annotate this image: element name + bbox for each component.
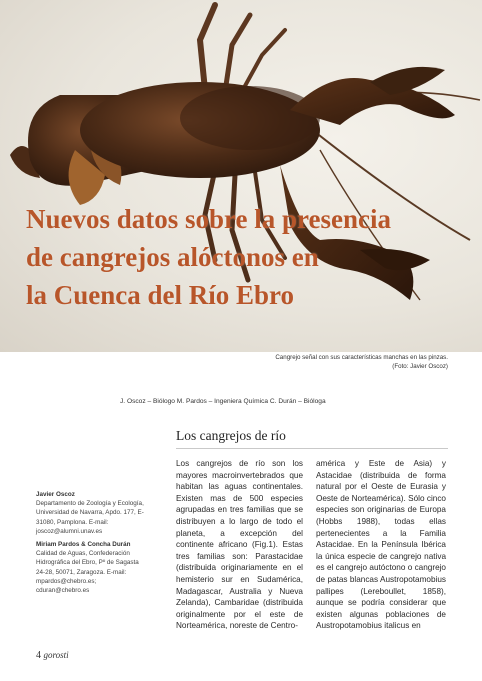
caption-credit: (Foto: Javier Oscoz) (392, 363, 448, 370)
page-footer (36, 650, 69, 661)
affiliation-name: Javier Oscoz (36, 491, 75, 498)
page-number: 4 (36, 650, 41, 661)
article-title (26, 200, 466, 314)
affiliation-details: Departamento de Zoología y Ecología, Universidad de Navarra, Apdo. 177, E-31080, Pamplona. E-mail: joscoz@alumni.unav.es (36, 500, 144, 535)
body-column-1: Los cangrejos de río son los mayores macroinvertebrados que habitan las aguas continentales. Existen mas de 500 especies agrupadas en tres familias que se distribuyen a lo largo de todo el planeta, a excepción del continente africano (Fig.1). Estas tres familias son: Parastacidae (distribuida originariamente en el hemisterio sur en Sudamérica, Madagascar, Australia y Nueva Zelanda), Cambaridae (distribuida originalmente por el este de Norteamérica, noreste de Centro- (176, 459, 303, 631)
magazine-name: gorosti (43, 650, 69, 660)
affiliation-details: Calidad de Aguas, Confederación Hidrográfica del Ebro, Pº de Sagasta 24-28, 50071, Zaragoza. E-mail: mpardos@chebro.es; cduran@chebro.es (36, 550, 139, 595)
body-column-2: américa y Este de Asia) y Astacidae (distribuida de forma natural por el Oeste de Eurasia y Oeste de Norteamérica). Sólo cinco especies son originarias de Europa (Hobbs 1988), todas ellas pertenecientes a la Familia Astacidae. En la Península Ibérica la única especie de cangrejo nativa es el cangrejo autóctono o cangrejo de patas blancas Austropotamobius pallipes (Lereboullet, 1858), aunque se podría considerar que existen algunas poblaciones de Austropotamobius italicus en (316, 459, 446, 631)
title-line: la Cuenca del Río Ebro (26, 280, 295, 310)
author-affiliations (36, 490, 148, 599)
section-title: Los cangrejos de río (176, 428, 286, 443)
title-line: de cangrejos alóctonos en (26, 242, 319, 272)
caption-line: Cangrejo señal con sus características manchas en las pinzas. (275, 354, 448, 361)
author-line: J. Oscoz – Biólogo M. Pardos – Ingeniera Química C. Durán – Bióloga (120, 398, 326, 405)
title-line: Nuevos datos sobre la presencia (26, 204, 392, 234)
affiliation-name: Miriam Pardos & Concha Durán (36, 541, 131, 549)
section-divider (176, 448, 448, 449)
photo-caption (188, 353, 448, 371)
